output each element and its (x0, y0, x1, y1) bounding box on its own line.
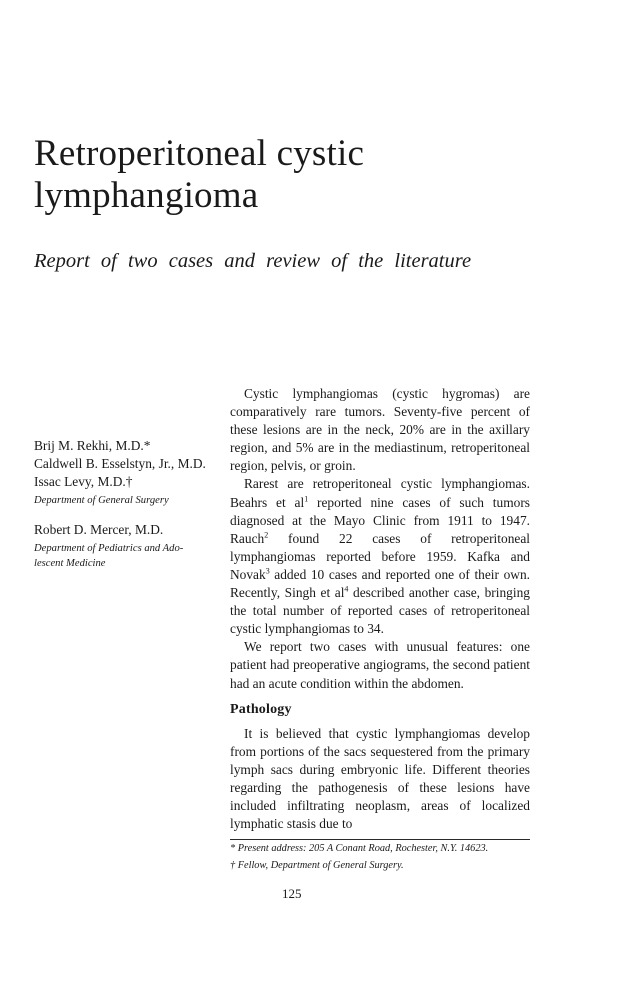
body-paragraph: We report two cases with unusual features: one patient had preoperative angiograms, the second patient had an acute condition within the abdomen. (230, 639, 530, 691)
article-subtitle: Report of two cases and review of the literature (34, 250, 472, 272)
text-run: found 22 cases of retroperitoneal lymphangiomas reported before 1959. Kafka and Novak (230, 530, 530, 582)
reference-marker: 1 (304, 494, 309, 504)
text-run: described another case, bringing the total number of reported cases of retroperitoneal cystic lymphangiomas to 34. (230, 585, 530, 637)
author-name: Issac Levy, M.D.† (34, 474, 133, 489)
affiliation-line: Department of Pediatrics and Ado- (34, 543, 184, 554)
text-run: Rarest are retroperitoneal cystic lymphangiomas. Beahrs et al (230, 476, 530, 510)
reference-marker: 2 (264, 530, 269, 540)
section-heading: Pathology (230, 701, 292, 717)
article-title (34, 133, 594, 217)
text-run: added 10 cases and reported one of their own. Recently, Singh et al (230, 566, 530, 601)
title-line-2: lymphangioma (34, 175, 259, 216)
page-number: 125 (282, 886, 302, 901)
body-paragraph: Cystic lymphangiomas (cystic hygromas) are comparatively rare tumors. Seventy-five percent of these lesions are in the neck, 20% are in the axillary region, and 5% are in the mediastinum, retroperitoneal region, pelvis, or groin. (230, 386, 530, 474)
body-paragraph: It is believed that cystic lymphangiomas develop from portions of the sacs sequestered from the primary lymph sacs during embryonic life. Different theories regarding the pathogenesis of these lesions have included infiltrating neoplasm, areas of localized lymphatic stasis due to (230, 725, 530, 832)
body-paragraph (230, 475, 530, 638)
footnote: * Present address: 205 A Conant Road, Rochester, N.Y. 14623. (230, 843, 489, 855)
author-affiliation: Department of General Surgery (34, 495, 169, 506)
footnote-divider (230, 839, 530, 840)
reference-marker: 4 (344, 584, 349, 594)
text-run: reported nine cases of such tumors diagnosed at the Mayo Clinic from 1911 to 1947. Rauch (230, 494, 530, 546)
author-name: Brij M. Rekhi, M.D.* (34, 438, 151, 453)
reference-marker: 3 (265, 566, 270, 576)
author-block (34, 437, 234, 584)
body-column (230, 385, 530, 873)
title-line-1: Retroperitoneal cystic (34, 133, 365, 174)
author-name: Robert D. Mercer, M.D. (34, 522, 164, 537)
affiliation-line: lescent Medicine (34, 558, 106, 569)
author-name: Caldwell B. Esselstyn, Jr., M.D. (34, 456, 206, 471)
author-affiliation (34, 541, 234, 571)
footnote: † Fellow, Department of General Surgery. (230, 859, 404, 871)
